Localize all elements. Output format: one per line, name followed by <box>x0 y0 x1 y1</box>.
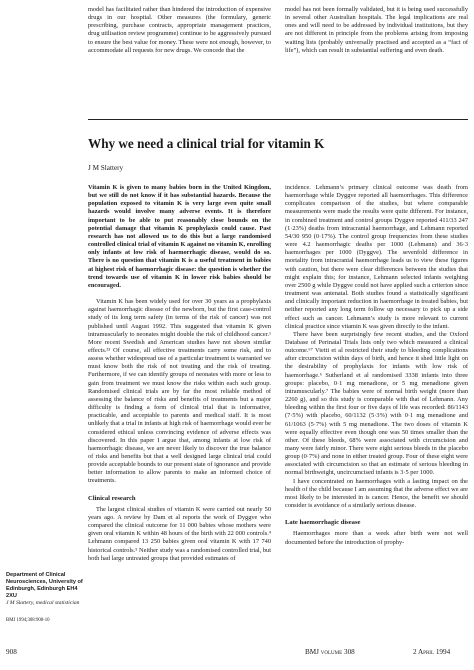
body-paragraph: Vitamin K has been widely used for over 30 years as a prophylaxis against haemorrhagic disease of the newborn, but the first case-control study of its long term safety (in terms of the risk of cancer) was not published until August 1992. This suggested that vitamin K given intramuscularly to neonates might double the risk of childhood cancer.¹ More recent Swedish and American studies have not shown similar effects.²³ Of course, all effective treatments carry some risk, and to assess whether widespread use of a particular treatment is warranted we must know both the risk of not treating and the risk of treating. Furthermore, if we can identify groups of neonates with more or less to gain from treatment we must know the risks within each such group. Randomised clinical trials are by far the most reliable method of assessing the balance of risks and benefits of treatments but a major difficulty is finding a form of clinical trial that is informative, practicable, and acceptable to parents and medical staff. It is most unlikely that a trial in infants at high risk of haemorrhage would ever be considered ethical unless convincing evidence of adverse effects was discovered. In this paper I argue that, among infants at low risk of haemorrhagic disease, we are never likely to discover the true balance of risks and benefits but that a well designed large clinical trial could provide acceptable bounds to our present state of ignorance and provide better information to allow parents to make an informed choice of treatments. <box>88 298 271 485</box>
body-paragraph: I have concentrated on haemorrhages with a lasting impact on the health of the child because I am assuming that the adverse effect we are most likely to be interested in is cancer. Hence, the benefit we should consider is avoidance of a similarly serious disease. <box>285 477 468 510</box>
article-title: Why we need a clinical trial for vitamin K <box>88 136 325 151</box>
preceding-article-text-left: model has facilitated rather than hindered the introduction of expensive drugs in our hospital. Other measures (the formulary, generic prescribing, purchase contracts, appropriate management practices, drug utilisation review programme) continue to be aggressively pursued to ensure the best value for money. These were not enough, however, to accommodate all requests for new drugs. We concede that the <box>88 6 271 54</box>
body-paragraph: There have been surprisingly few recent studies, and the Oxford Database of Perinatal Trials lists only two which measured a clinical outcome.⁶⁷ Vietti et al restricted their study to bleeding complications after circumcision within days of birth, and hence it shed little light on the desirability of prophylaxis for infants with low risk of haemorrhage.⁶ Sutherland et al randomised 3338 infants into three groups: placebo, 0·1 mg menadione, or 5 mg menadione given intramuscularly.⁷ The babies were of normal birth weight (more than 2260 g), and so this study is comparable with that of Lehmann. Any bleeding within the first four or five days of life was recorded: 86/1143 (7·5%) with placebo, 60/1132 (5·3%) with 0·1 mg menadione and 61/1063 (5·7%) with 5 mg menadione. The two doses of vitamin K were equally effective even though one was 50 times smaller than the other. Of these bleeds, 68% were associated with circumcision and many were fairly minor. There were eight serious bleeds in the placebo group (0·7%) and none in either treated group. Four of these eight were associated with circumcision so that an estimate of serious bleeding in normal birthweight, uncircumcised infants is 3·5 per 1000. <box>285 330 468 477</box>
department-name: Department of Clinical Neurosciences, University of Edinburgh, Edinburgh EH4 2XU <box>6 572 83 599</box>
author-affiliation <box>6 572 84 607</box>
issue-date: 2 April 1994 <box>413 648 451 656</box>
citation-reference: BMJ 1994;308:908-10 <box>6 618 50 623</box>
body-paragraph: Haemorrhages more than a week after birth were not well documented before the introduction of prophy- <box>285 530 468 546</box>
right-column <box>285 184 468 547</box>
journal-name: BMJ <box>305 648 319 656</box>
body-paragraph: incidence. Lehmann’s primary clinical outcome was death from haemorrhage while Dyggve reported all haemorrhages. This difference complicates comparison of the studies, but where comparable measurements were made the results were quite different. For instance, in combined treatment and control groups Dyggve reported 411/33 247 (1·23%) deaths from intracranial haemorrhage, and Lehmann reported 54/30 950 (0·17%). The control group frequencies from these studies were 4.2 haemorrhagic deaths per 1000 (Lehmann) and 36·3 haemorrhages per 1000 (Dyggve). The sevenfold difference in mortality from intracranial haemorrhage leads us to view these figures with caution, but there were clear differences between the studies that might explain this; for instance, Lehmann selected infants weighing over 2500 g while Dyggve could not have applied such a criterion since treatment was antenatal. Both studies found a statistically significant and clinically important reduction in haemorrhage in treated babies, but neither reported any long term follow up necessary to pick up a side effect such as cancer. Lehmann’s study is more relevant to current clinical practice since vitamin K was given directly to the infant. <box>285 184 468 330</box>
body-paragraph: The largest clinical studies of vitamin K were carried out nearly 50 years ago. A review by Dam et al reports the work of Dyggve who compared the clinical outcome for 11 000 babies whose mothers were given oral vitamin K within 48 hours of the birth with 22 000 controls.⁴ Lehmann compared 13 250 babies given oral vitamin K with 17 740 historical controls.⁵ Neither study was a randomised controlled trial, but both had large untreated groups that provided estimates of <box>88 505 271 562</box>
author-role: J M Slattery, medical statistician <box>6 600 80 606</box>
left-column <box>88 184 271 563</box>
article-author: J M Slattery <box>88 164 124 172</box>
volume-number: 308 <box>343 648 355 656</box>
page-number: 908 <box>6 648 17 656</box>
section-heading-late-haemorrhagic-disease: Late haemorrhagic disease <box>285 519 361 527</box>
abstract: Vitamin K is given to many babies born in the United Kingdom, but we still do not know if it has substantial hazards. Because the population exposed to vitamin K is very large even quite small hazards would involve many adverse events. It is therefore important to be able to put reasonably close bounds on the potential damage that vitamin K prophylaxis could cause. Past research has not allowed us to do this but a large randomised controlled clinical trial of vitamin K against no vitamin K, enrolling only infants at low risk of haemorrhagic disease, would do so. There is no question that vitamin K is a useful treatment in babies at highest risk of haemorrhagic disease: the question is whether the trend towards use of vitamin K in lower risk babies should be encouraged. <box>88 184 271 289</box>
volume-label: volume <box>320 648 343 656</box>
journal-volume <box>305 648 355 657</box>
section-heading-clinical-research: Clinical research <box>88 494 136 502</box>
section-divider <box>88 119 468 120</box>
preceding-article-text-right: model has not been formally validated, but it is being used successfully in several other Australian hospitals. The legal implications are real ones and will need to be addressed by individual institutions, but they are not different in principle from the problems arising from imposing waiting lists (probably universally practised and accepted as a “fact of life”), which can result in substantial suffering and even death. <box>285 6 468 54</box>
